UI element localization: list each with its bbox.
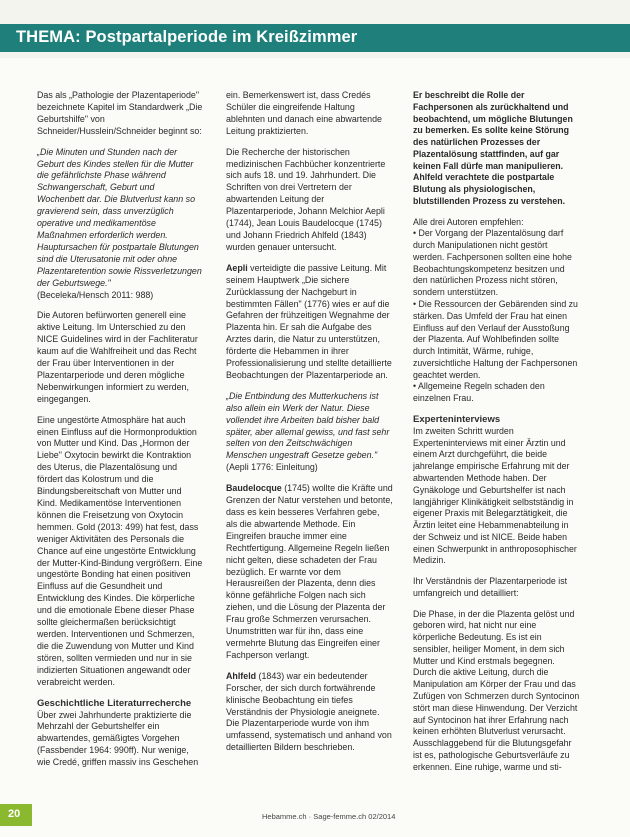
paragraph-text: (1745) wollte die Kräfte und Grenzen der Natur verstehen und betonte, dass es kein besseres Verfahren gebe, als die abwartende Methode. Ein Eingreifen brauche immer eine Rechtfertigung. Allgemeine Regeln ließen nicht gelten, diese schadeten der Frau bezüglich. Er warnte vor dem Herausreißen der Plazenta, denn dies könne gefährliche Folgen nach sich ziehen, und die Lösung der Plazenta der Frau große Schmerzen verursachen. Unumstritten war für ihn, dass eine vermehrte Blutung das Eingreifen einer Fachperson verlangt. bbox=[226, 483, 393, 660]
block-quote: „Die Minuten und Stunden nach der Geburt des Kindes stellen für die Mutter die gefährlichste Phase während Schwangerschaft, Geburt und Wochenbett dar. Die Blutverlust kann so gravierend sein, dass unverzüglich operative und medikamentöse Maßnahmen erforderlich werden. Hauptursachen für postpartale Blutungen sind die Uterusatonie mit oder ohne Plazentaretention sowie Rissverletzungen der Geburtswege." bbox=[37, 146, 202, 288]
page-number: 20 bbox=[8, 808, 21, 820]
paragraph: Das als „Pathologie der Plazentaperiode" bezeichnete Kapitel im Standardwerk „Die Geburtshilfe" von Schneider/Husslein/Schneider beginnt so: bbox=[37, 90, 203, 136]
author-name: Aepli bbox=[226, 262, 248, 273]
paragraph: Alle drei Autoren empfehlen: bbox=[413, 216, 524, 227]
author-name: Baudelocque bbox=[226, 483, 282, 494]
section-heading: Geschichtliche Literaturrecherche bbox=[37, 697, 192, 709]
section-heading: Experteninterviews bbox=[413, 413, 501, 425]
paragraph-text: verteidigte die passive Leitung. Mit seinem Hauptwerk „Die sichere Zurücklassung der Nachgeburt in bestimmten Fällen" (1776) wies er auf die Gefahren der frühzeitigen Wegnahme der Plazenta hin. Er sah die Aufgabe des Arztes darin, die Natur zu unterstützen, förderte die Hebammen in ihrer Professionalisierung und stellte detaillierte Beobachtungen der Plazentarperiode an. bbox=[226, 262, 392, 380]
recommendation-list bbox=[413, 228, 580, 404]
paragraph-emphasis: Er beschreibt die Rolle der Fachpersonen als zurückhaltend und beobachtend, um mögliche Blutungen zu bemerken. Es sollte keine Störung des natürlichen Prozesses der Plazentalösung stattfinden, auf gar keinen Fall dürfe man manipulieren. Ahlfeld verachtete die postpartale Blutung als physiologischen, blutstillenden Prozess zu verstehen. bbox=[413, 90, 573, 206]
author-name: Ahlfeld bbox=[226, 670, 257, 681]
paragraph: Die Autoren befürworten generell eine aktive Leitung. Im Unterschied zu den NICE Guidelines wird in der Fachliteratur kaum auf die Wahlfreiheit und das Recht der Frau über Interventionen in der Plazentarperiode und deren mögliche Nebenwirkungen informiert zu werden, eingegangen. bbox=[37, 310, 198, 404]
paragraph-text: (1843) war ein bedeutender Forscher, der sich durch fortwährende klinische Beobachtung ein tiefes Verständnis der Physiologie aneignete. Die Plazentarperiode wurde von ihm umfassend, systematisch und anhand von detaillierten Bildern beschrieben. bbox=[226, 670, 392, 753]
page-header bbox=[0, 0, 630, 58]
page-title: THEMA: Postpartalperiode im Kreißzimmer bbox=[16, 28, 358, 46]
footer-journal: Hebamme.ch · Sage-femme.ch 02/2014 bbox=[262, 812, 396, 821]
column-3 bbox=[413, 90, 580, 782]
paragraph bbox=[226, 483, 393, 662]
list-item: • Allgemeine Regeln schaden den einzelnen Frau. bbox=[413, 381, 580, 405]
paragraph: Über zwei Jahrhunderte praktizierte die Mehrzahl der Geburtshelfer ein abwartendes, gemäßigtes Vorgehen (Fassbender 1964: 990ff). Nur wenige, wie Credé, griffen massiv ins Geschehen bbox=[37, 709, 199, 768]
paragraph bbox=[226, 671, 393, 754]
column-1 bbox=[37, 90, 204, 778]
paragraph: Im zweiten Schritt wurden Experteninterviews mit einer Ärztin und einem Arzt durchgeführt, die beide jahrelange empirische Erfahrung mit der abwartenden Methode haben. Der Gynäkologe und Geburtshelfer ist nach langjähriger Klinikätigkeit selbstständig in eigener Praxis mit Belegarztätigkeit, die Ärztin leitet eine Hebammenabteilung in der Schweiz und ist NICE. Beide haben einen Schwerpunkt in anthroposophischer Medizin. bbox=[413, 425, 577, 566]
paragraph bbox=[226, 263, 393, 382]
paragraph: Ihr Verständnis der Plazentarperiode ist umfangreich und detailliert: bbox=[413, 576, 568, 598]
paragraph: Eine ungestörte Atmosphäre hat auch einen Einfluss auf die Hormonproduktion von Mutter und Kind. Das „Hormon der Liebe" Oxytocin bewirkt die Kontraktion des Uterus, die Plazentalösung und fördert das Kolostrum und die Bindungsbereitschaft von Mutter und Kind. Medikamentöse Interventionen können die Freisetzung von Oxytocin hemmen. Gold (2013: 499) hat fest, dass weniger Aktivitäten des Personals die Chance auf eine ungestörte Entwicklung der Mutter-Kind-Bindung vergrößern. Eine ungestörte Bonding hat einen positiven Einfluss auf die Gesundheit und Entwicklung des Kindes. Die körperliche und die emotionale Ebene dieser Phase sollte gleichermaßen berücksichtigt werden. Interventionen und Schmerzen, die die Zuwendung von Mutter und Kind stören, sollten vermieden und nur in sie indizierten Situationen angewandt oder verabreicht werden. bbox=[37, 414, 203, 687]
citation: (Beceleka/Hensch 2011: 988) bbox=[37, 289, 154, 300]
paragraph: Die Phase, in der die Plazenta gelöst und geboren wird, hat nicht nur eine körperliche Bedeutung. Es ist ein sensibler, heiliger Moment, in dem sich Mutter und Kind erstmals begegnen. Durch die aktive Leitung, durch die Manipulation am Körper der Frau und das Zufügen von Schmerzen durch Syntocinon stört man diese Hinwendung. Der Verzicht auf Syntocinon hat ihrer Erfahrung nach keinen erhöhten Blutverlust verursacht. Ausschlaggebend für die Blutungsgefahr ist es, pathologische Geburtsverläufe zu erkennen. Eine ruhige, warme und sti- bbox=[413, 608, 580, 772]
page-number-box bbox=[0, 804, 32, 826]
paragraph: Die Recherche der historischen medizinischen Fachbücher konzentrierte sich aufs 18. und 19. Jahrhundert. Die Schriften von drei Vertretern der abwartenden Leitung der Plazentarperiode, Johann Melchior Aepli (1744), Jean Louis Baudelocque (1745) und Johann Friedrich Ahlfeld (1843) wurden genauer untersucht. bbox=[226, 146, 386, 252]
block-quote: „Die Entbindung des Mutterkuchens ist also allein ein Werk der Natur. Diese vollendet ihre Arbeiten bald bisher bald später, aber allemal gewiss, und fast sehr selten von den Zeitschwächigen Menschen ungestraft Gesetze geben." bbox=[226, 390, 390, 461]
list-item: • Der Vorgang der Plazentalösung darf durch Manipulationen nicht gestört werden. Fachpersonen sollten eine hohe Beobachtungskompetenz besitzen und den natürlichen Prozess nicht stören, sondern unterstützen. bbox=[413, 228, 580, 299]
list-item: • Die Ressourcen der Gebärenden sind zu stärken. Das Umfeld der Frau hat einen Einfluss auf den Verlauf der Ausstoßung der Plazenta. Auf Wohlbefinden sollte durch Intimität, Wärme, ruhige, zuversichtliche Haltung der Fachpersonen geachtet werden. bbox=[413, 299, 580, 381]
paragraph: ein. Bemerkenswert ist, dass Credés Schüler die eingreifende Haltung ablehnten und danach eine abwartende Leitung praktizierten. bbox=[226, 90, 382, 136]
column-2 bbox=[226, 90, 393, 763]
citation: (Aepli 1776: Einleitung) bbox=[226, 462, 318, 473]
